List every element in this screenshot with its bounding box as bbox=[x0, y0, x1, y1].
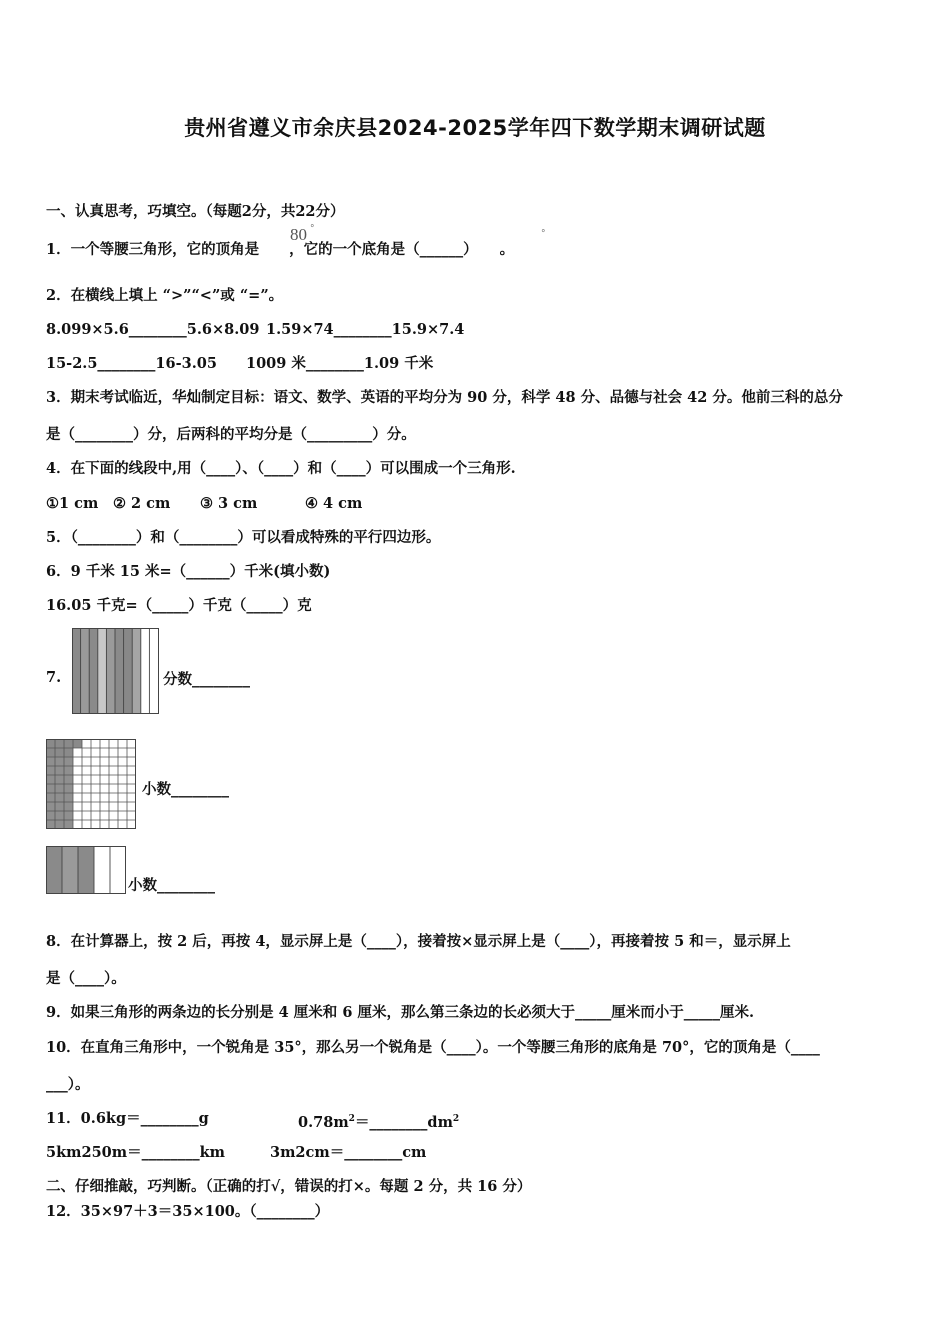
q1-angle-value: 80 bbox=[290, 225, 307, 244]
section-1-heading: 一、认真思考，巧填空。（每题2分，共22分） bbox=[46, 203, 345, 220]
q4-option-4: ④ 4 cm bbox=[305, 495, 363, 512]
question-3-line-1: 3．期末考试临近，华灿制定目标：语文、数学、英语的平均分为 90 分，科学 48 分、品德与社会 42 分。他前三科的总分 bbox=[46, 389, 843, 406]
question-2-prompt: 2．在横线上填上 “>”“<”或 “=”。 bbox=[46, 287, 284, 304]
q7-decimal-label-2: 小数________ bbox=[128, 877, 215, 894]
question-5: 5．（________）和（________）可以看成特殊的平行四边形。 bbox=[46, 529, 441, 546]
q7-fraction-label: 分数________ bbox=[163, 671, 250, 688]
question-10-line-1: 10．在直角三角形中，一个锐角是 35°，那么另一个锐角是（____）。一个等腰三角形的底角是 70°，它的顶角是（____ bbox=[46, 1039, 820, 1056]
q7-decimal-label-1: 小数________ bbox=[142, 781, 229, 798]
q2-item-4: 1009 米________1.09 千米 bbox=[246, 355, 434, 372]
question-1 bbox=[46, 240, 514, 260]
question-6-line-2: 16.05 千克=（_____）千克（_____）克 bbox=[46, 597, 312, 614]
q11-exponent-2: 2 bbox=[452, 1114, 460, 1124]
q1-text-a: 1．一个等腰三角形，它的顶角是 bbox=[46, 241, 260, 258]
q11-exponent-1: 2 bbox=[348, 1114, 355, 1124]
page-title: 贵州省遵义市余庆县2024-2025学年四下数学期末调研试题 bbox=[184, 116, 766, 140]
q1-text-c: 。 bbox=[499, 241, 515, 258]
q1-text-b: ，它的一个底角是（______） bbox=[289, 241, 478, 258]
q4-option-3: ③ 3 cm bbox=[200, 495, 258, 512]
q11-item-4: 3m2cm＝________cm bbox=[270, 1144, 427, 1161]
question-4-line-1: 4．在下面的线段中,用（____）、（____）和（____）可以围成一个三角形. bbox=[46, 460, 516, 477]
q1-degree-mark-2: ° bbox=[541, 229, 546, 239]
q2-item-2: 1.59×74________15.9×7.4 bbox=[266, 321, 465, 338]
question-10-line-2: ___）。 bbox=[46, 1076, 90, 1093]
q4-option-2: ② 2 cm bbox=[113, 495, 171, 512]
question-3-line-2: 是（________）分，后两科的平均分是（_________）分。 bbox=[46, 426, 416, 443]
question-7-number: 7. bbox=[46, 669, 62, 686]
question-9: 9．如果三角形的两条边的长分别是 4 厘米和 6 厘米，那么第三条边的长必须大于_____厘米而小于_____厘米. bbox=[46, 1004, 755, 1021]
hundred-grid-figure bbox=[46, 739, 138, 831]
q4-option-1: ①1 cm bbox=[46, 495, 99, 512]
fraction-strip-figure bbox=[72, 628, 160, 716]
question-8-line-1: 8．在计算器上，按 2 后，再按 4，显示屏上是（____），接着按×显示屏上是（____），再接着按 5 和＝，显示屏上 bbox=[46, 933, 791, 950]
q1-degree-mark-1: ° bbox=[310, 224, 315, 234]
section-2-heading: 二、仔细推敲，巧判断。（正确的打√，错误的打×。每题 2 分，共 16 分） bbox=[46, 1178, 532, 1195]
q11-item-2-rest: ＝________dm bbox=[354, 1113, 453, 1131]
q11-item-2-base: 0.78m bbox=[298, 1113, 349, 1131]
q2-item-3: 15-2.5________16-3.05 bbox=[46, 355, 217, 372]
q11-item-3: 5km250m＝________km bbox=[46, 1144, 225, 1161]
tenths-strip-figure bbox=[46, 846, 128, 896]
question-6-line-1: 6．9 千米 15 米=（______）千米(填小数) bbox=[46, 563, 331, 580]
q11-item-1: 11．0.6kg＝________g bbox=[46, 1110, 209, 1127]
question-8-line-2: 是（____）。 bbox=[46, 970, 126, 987]
question-12: 12．35×97＋3＝35×100。（________） bbox=[46, 1203, 330, 1220]
q2-item-1: 8.099×5.6________5.6×8.09 bbox=[46, 321, 260, 338]
q11-item-2 bbox=[298, 1109, 459, 1133]
